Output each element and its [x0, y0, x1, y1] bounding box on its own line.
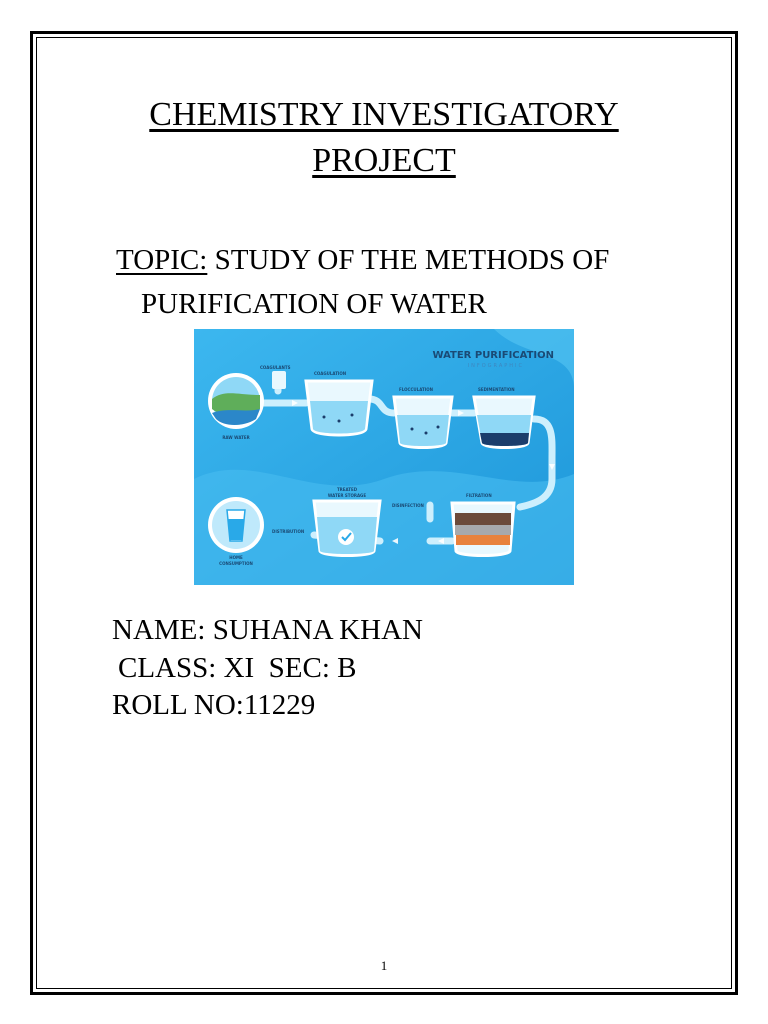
label-distribution: DISTRIBUTION: [272, 529, 305, 534]
topic-label: TOPIC:: [116, 244, 208, 276]
label-treated-2: WATER STORAGE: [327, 493, 367, 498]
coagulants-pipe: [272, 371, 286, 389]
sedimentation-tank: [474, 397, 534, 448]
student-name: NAME: SUHANA KHAN: [112, 614, 423, 646]
label-coagulants: COAGULANTS: [260, 365, 291, 370]
label-sedimentation: SEDIMENTATION: [478, 387, 515, 392]
label-filtration: FILTRATION: [466, 493, 492, 498]
page-number: 1: [380, 958, 388, 973]
coagulation-tank: [306, 381, 372, 435]
infographic-title: WATER PURIFICATION: [432, 350, 554, 361]
student-class: CLASS: XI SEC: B: [118, 652, 357, 684]
topic-line-1: [116, 240, 609, 280]
water-purification-infographic: [194, 329, 574, 585]
check-icon: [338, 529, 354, 545]
label-home-2: CONSUMPTION: [219, 561, 253, 566]
filtration-tank: [452, 503, 514, 556]
title-line-1: CHEMISTRY INVESTIGATORY: [149, 96, 619, 133]
label-coagulation: COAGULATION: [314, 371, 347, 376]
label-flocculation: FLOCCULATION: [399, 387, 433, 392]
infographic-subtitle: INFOGRAPHIC: [467, 363, 524, 369]
label-raw-water: RAW WATER: [222, 435, 250, 440]
title-line-2: PROJECT: [312, 142, 456, 179]
topic-line-2: PURIFICATION OF WATER: [141, 288, 487, 320]
label-home-1: HOME: [229, 555, 243, 560]
raw-water-icon: [208, 373, 264, 429]
flocculation-tank: [394, 397, 452, 448]
home-consumption-icon: [208, 497, 264, 553]
student-roll: ROLL NO:11229: [112, 689, 316, 721]
label-treated-1: TREATED: [336, 487, 358, 492]
treated-water-storage-tank: [314, 501, 380, 556]
topic-text-1: STUDY OF THE METHODS OF: [207, 244, 610, 276]
label-disinfection: DISINFECTION: [392, 503, 424, 508]
